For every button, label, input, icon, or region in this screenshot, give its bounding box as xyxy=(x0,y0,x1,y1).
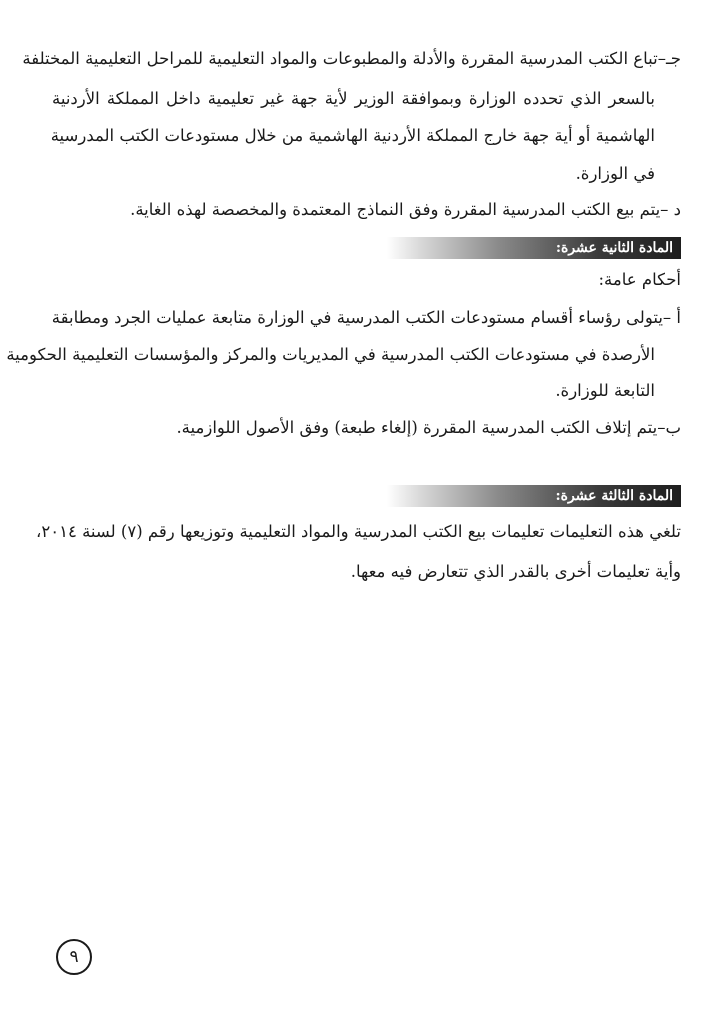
page-number xyxy=(56,939,92,975)
article-13-line-1: تلغي هذه التعليمات تعليمات بيع الكتب المدرسية والمواد التعليمية وتوزيعها رقم (٧) لسنة ٢٠١٤، xyxy=(36,522,681,541)
article-13-line-2: وأية تعليمات أخرى بالقدر الذي تتعارض فيه معها. xyxy=(350,562,681,581)
article-12-item-b-line-1: ب–يتم إتلاف الكتب المدرسية المقررة (إلغاء طبعة) وفق الأصول اللوازمية. xyxy=(176,418,681,437)
article-13-heading: المادة الثالثة عشرة: xyxy=(555,488,673,504)
item-j-line-1: جـ–تباع الكتب المدرسية المقررة والأدلة والمطبوعات والمواد التعليمية للمراحل التعليمية المختلفة xyxy=(22,49,681,68)
article-13-heading-bar xyxy=(387,485,681,507)
item-d-line-1: د –يتم بيع الكتب المدرسية المقررة وفق النماذج المعتمدة والمخصصة لهذه الغاية. xyxy=(130,200,681,219)
article-12-intro: أحكام عامة: xyxy=(598,270,681,289)
page-number-text: ٩ xyxy=(69,946,79,967)
article-12-heading: المادة الثانية عشرة: xyxy=(555,240,673,256)
item-j-line-4: في الوزارة. xyxy=(575,164,655,183)
article-12-heading-bar xyxy=(387,237,681,259)
item-j-line-3: الهاشمية أو أية جهة خارج المملكة الأردنية الهاشمية من خلال مستودعات الكتب المدرسية xyxy=(50,126,655,145)
article-12-item-a-line-2: الأرصدة في مستودعات الكتب المدرسية في المديريات والمركز والمؤسسات التعليمية الحكومية xyxy=(6,345,655,364)
article-12-item-a-line-3: التابعة للوزارة. xyxy=(555,381,655,400)
item-j-line-2: بالسعر الذي تحدده الوزارة وبموافقة الوزير لأية جهة غير تعليمية داخل المملكة الأردنية xyxy=(52,89,655,108)
article-12-item-a-line-1: أ –يتولى رؤساء أقسام مستودعات الكتب المدرسية في الوزارة متابعة عمليات الجرد ومطابقة xyxy=(51,308,681,327)
